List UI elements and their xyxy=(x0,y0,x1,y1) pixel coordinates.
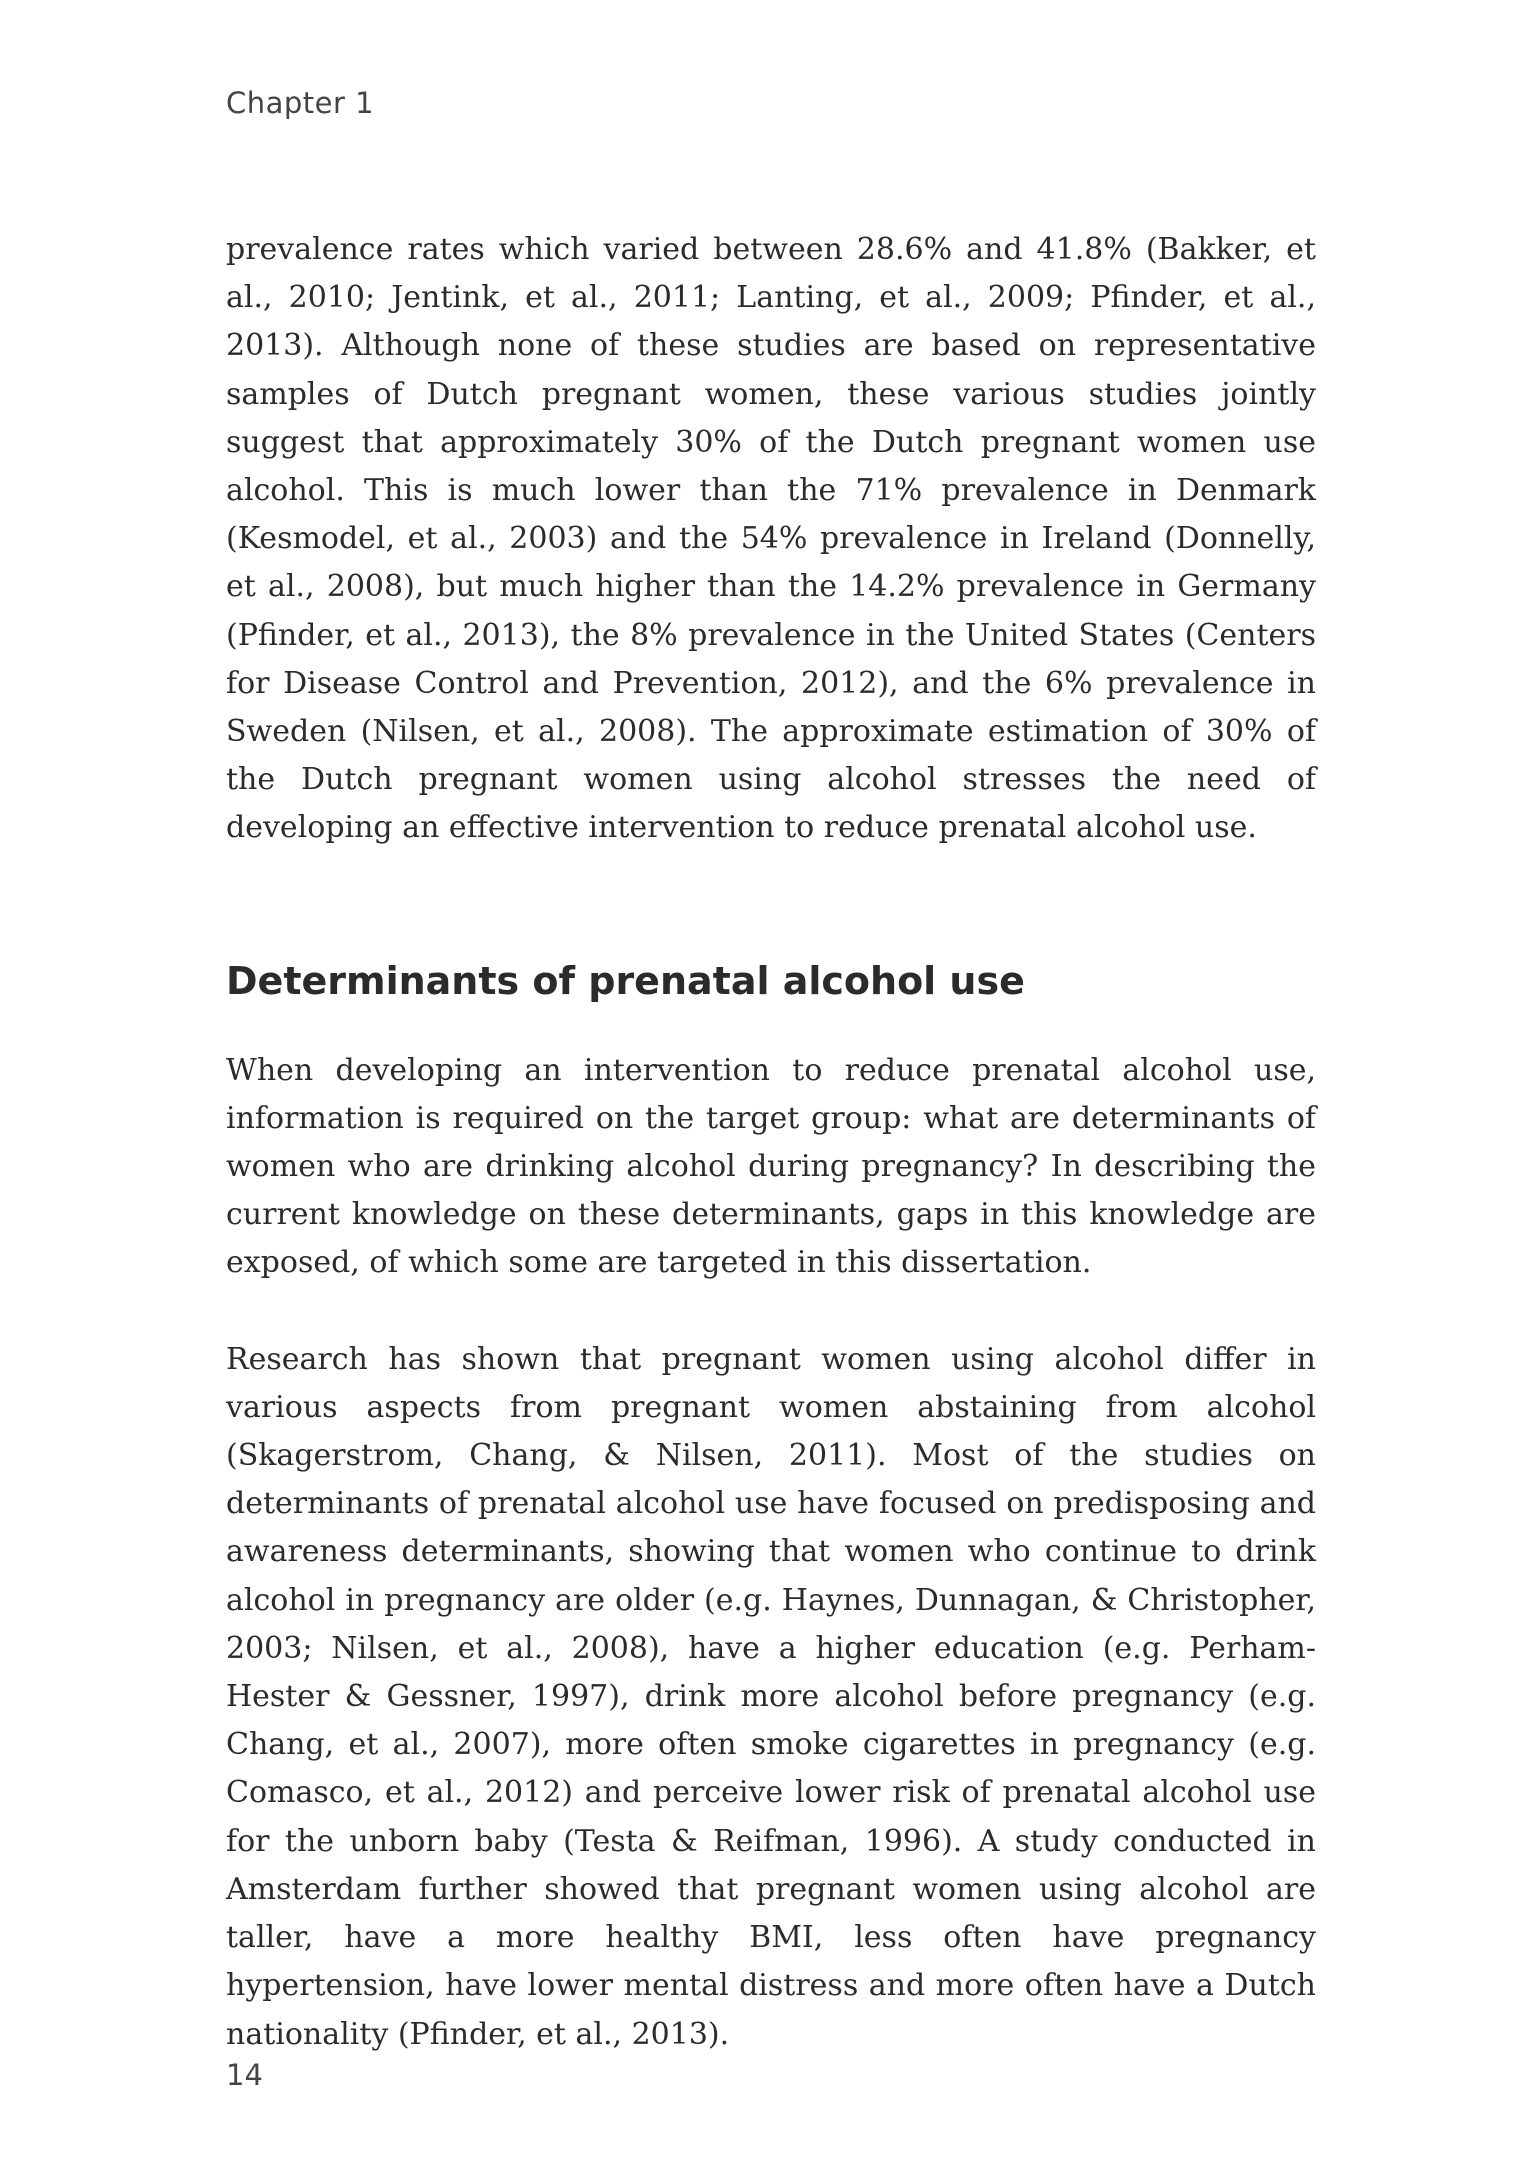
body-paragraph: prevalence rates which varied between 28.6% and 41.8% (Bakker, et al., 2010; Jentink, et al., 2011; Lanting, et al., 2009; Pfinder, et al., 2013). Although none of these studies are based on representative samples of Dutch pregnant women, these various studies jointly suggest that approximately 30% of the Dutch pregnant women use alcohol. This is much lower than the 71% prevalence in Denmark (Kesmodel, et al., 2003) and the 54% prevalence in Ireland (Donnelly, et al., 2008), but much higher than the 14.2% prevalence in Germany (Pfinder, et al., 2013), the 8% prevalence in the United States (Centers for Disease Control and Prevention, 2012), and the 6% prevalence in Sweden (Nilsen, et al., 2008). The approximate estimation of 30% of the Dutch pregnant women using alcohol stresses the need of developing an effective intervention to reduce prenatal alcohol use. xyxy=(226,232,1316,846)
section-heading: Determinants of prenatal alcohol use xyxy=(226,958,1025,1003)
body-paragraph: When developing an intervention to reduce prenatal alcohol use, information is required on the target group: what are determinants of women who are drinking alcohol during pregnancy? In describing the current knowledge on these determinants, gaps in this knowledge are exposed, of which some are targeted in this dissertation. xyxy=(226,1052,1316,1281)
page-number: 14 xyxy=(226,2058,263,2092)
page-body xyxy=(226,226,1316,2059)
running-header: Chapter 1 xyxy=(226,86,375,120)
body-paragraph: Research has shown that pregnant women using alcohol differ in various aspects from pregnant women abstaining from alcohol (Skagerstrom, Chang, & Nilsen, 2011). Most of the studies on determinants of prenatal alcohol use have focused on predisposing and awareness determinants, showing that women who continue to drink alcohol in pregnancy are older (e.g. Haynes, Dunnagan, & Christopher, 2003; Nilsen, et al., 2008), have a higher education (e.g. Perham-Hester & Gessner, 1997), drink more alcohol before pregnancy (e.g. Chang, et al., 2007), more often smoke cigarettes in pregnancy (e.g. Comasco, et al., 2012) and perceive lower risk of prenatal alcohol use for the unborn baby (Testa & Reifman, 1996). A study conducted in Amsterdam further showed that pregnant women using alcohol are taller, have a more healthy BMI, less often have pregnancy hypertension, have lower mental distress and more often have a Dutch nationality (Pfinder, et al., 2013). xyxy=(226,1341,1316,2052)
